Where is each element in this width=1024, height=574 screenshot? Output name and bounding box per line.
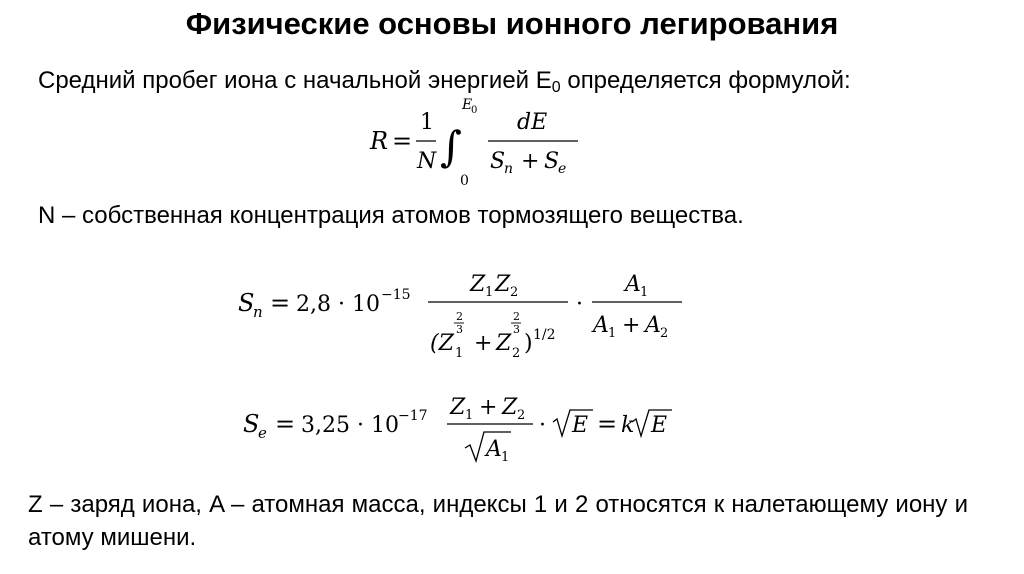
sn-formula — [238, 265, 698, 365]
sn-den-sub2: 2 — [512, 346, 521, 361]
range-integrand-num: dE — [517, 110, 548, 135]
range-den-S: S — [490, 149, 506, 174]
sn-den-frac2-den: 3 — [513, 323, 520, 336]
sn-den-frac1-den: 3 — [456, 323, 463, 336]
slide-title: Физические основы ионного легирования — [185, 6, 839, 41]
se-k: k — [621, 413, 635, 438]
se-sqrtE: E — [572, 413, 589, 438]
sn-a-den-sub2: 2 — [660, 326, 669, 341]
sn-eq: = — [270, 289, 291, 317]
se-sqrtE2: E — [651, 413, 668, 438]
sn-dot: · — [576, 292, 583, 317]
range-upper-limit: E — [462, 97, 473, 113]
sn-lhs-sub: n — [253, 303, 263, 321]
sn-a-den-sub1: 1 — [608, 326, 617, 341]
sn-den-open: (Z — [430, 331, 454, 356]
range-coef-den: N — [417, 149, 437, 174]
se-num-sub1: 1 — [465, 408, 474, 423]
sn-den-sub1: 1 — [455, 346, 464, 361]
se-coef: 3,25 · 10 — [301, 413, 399, 438]
range-den-S2: S — [544, 149, 560, 174]
range-lower-limit: 0 — [460, 173, 469, 189]
intro-text-tail: определяется формулой: — [560, 67, 851, 94]
sn-exp: −15 — [381, 287, 411, 303]
sn-a-den-plus: + — [622, 313, 641, 338]
sn-den-frac2-num: 2 — [513, 310, 520, 323]
se-dot: · — [539, 413, 546, 438]
se-eq: = — [275, 410, 296, 438]
sn-num-sub2: 2 — [510, 285, 519, 300]
sn-a-num: A — [625, 272, 641, 297]
se-den-sub1: 1 — [501, 450, 510, 465]
range-den-n: n — [504, 161, 514, 177]
sn-den-close: ) — [524, 331, 533, 356]
range-upper-limit-sub: 0 — [471, 105, 478, 116]
se-eq2: = — [597, 410, 618, 438]
sn-den-Z: Z — [496, 331, 512, 356]
se-num-Z2: Z — [502, 395, 518, 420]
se-num-Z1: Z — [450, 395, 466, 420]
range-formula — [370, 95, 590, 195]
sn-den-exp: 1/2 — [533, 327, 556, 343]
se-den-A: A — [486, 437, 502, 462]
range-coef-num: 1 — [420, 110, 434, 135]
intro-subscript: 0 — [551, 79, 561, 96]
sn-num-Z1: Z — [470, 272, 486, 297]
range-den-plus: + — [521, 149, 540, 174]
sn-a-num-sub: 1 — [640, 285, 649, 300]
se-formula — [243, 388, 683, 478]
sn-a-den-A2: A — [645, 313, 661, 338]
sn-num-sub1: 1 — [485, 285, 494, 300]
sn-coef: 2,8 · 10 — [296, 292, 380, 317]
definition-N: N – собственная концентрация атомов тормозящего вещества. — [38, 202, 744, 229]
intro-text-main: Средний пробег иона с начальной энергией E — [38, 67, 552, 94]
footer-paragraph: Z – заряд иона, A – атомная масса, индексы 1 и 2 относятся к налетающему иону и атому мишени. — [28, 491, 968, 551]
sn-num-Z2: Z — [495, 272, 511, 297]
se-num-sub2: 2 — [517, 408, 526, 423]
sn-lhs: S — [238, 289, 255, 317]
se-lhs: S — [243, 410, 260, 438]
range-eq: = — [392, 127, 413, 155]
sn-den-plus: + — [474, 331, 493, 356]
sn-a-den-A1: A — [593, 313, 609, 338]
se-lhs-sub: e — [258, 424, 267, 442]
se-exp: −17 — [398, 408, 428, 424]
range-lhs: R — [370, 127, 389, 155]
range-den-e: e — [558, 161, 567, 177]
sn-den-frac1-num: 2 — [456, 310, 463, 323]
range-integral-sign: ∫ — [440, 122, 462, 171]
se-num-plus: + — [479, 395, 498, 420]
